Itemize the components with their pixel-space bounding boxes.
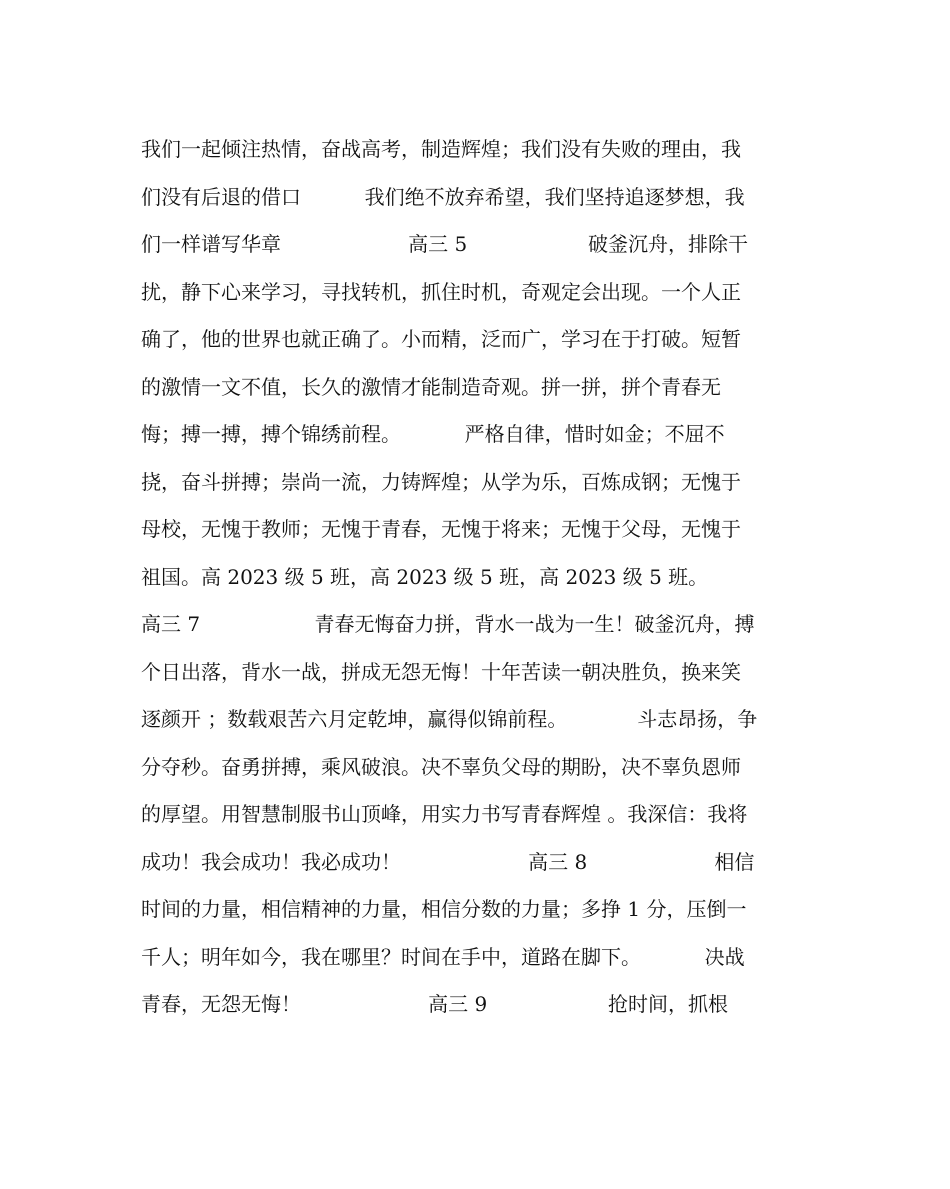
text-line: 分夺秒。奋勇拼搏，乘风破浪。决不辜负父母的期盼，决不辜负恩师 bbox=[141, 754, 741, 779]
text-line: 们没有后退的借口 我们绝不放弃希望，我们坚持追逐梦想，我 bbox=[141, 184, 745, 209]
text-line: 悔；搏一搏，搏个锦绣前程。 严格自律，惜时如金；不屈不 bbox=[141, 422, 725, 446]
text-line: 挠，奋斗拼搏；崇尚一流，力铸辉煌；从学为乐，百炼成钢；无愧于 bbox=[141, 469, 741, 494]
text-line: 祖国。高 2023 级 5 班，高 2023 级 5 班，高 2023 级 5 班。 bbox=[141, 564, 709, 589]
body-text bbox=[141, 126, 811, 1029]
text-line: 确了，他的世界也就正确了。小而精，泛而广，学习在于打破。短暂 bbox=[141, 327, 741, 351]
text-line: 成功！我会成功！我必成功！ 高三 8 相信 bbox=[141, 849, 755, 874]
text-line: 们一样谱写华章 高三 5 破釜沉舟，排除干 bbox=[141, 232, 749, 256]
text-line: 千人；明年如今，我在哪里？时间在手中，道路在脚下。 决战 bbox=[141, 944, 745, 969]
text-line: 高三 7 青春无悔奋力拼，背水一战为一生！破釜沉舟，搏 bbox=[141, 612, 755, 636]
text-line: 个日出落，背水一战，拼成无怨无悔！十年苦读一朝决胜负，换来笑 bbox=[141, 659, 741, 684]
text-line: 青春，无怨无悔！ 高三 9 抢时间，抓根 bbox=[141, 992, 729, 1016]
text-line: 扰，静下心来学习，寻找转机，抓住时机，奇观定会出现。一个人正 bbox=[141, 279, 741, 304]
text-line: 时间的力量，相信精神的力量，相信分数的力量；多挣 1 分，压倒一 bbox=[141, 897, 747, 921]
text-line: 的激情一文不值，长久的激情才能制造奇观。拼一拼，拼个青春无 bbox=[141, 374, 721, 399]
text-line: 母校，无愧于教师；无愧于青春，无愧于将来；无愧于父母，无愧于 bbox=[141, 517, 741, 541]
text-line: 我们一起倾注热情，奋战高考，制造辉煌；我们没有失败的理由，我 bbox=[141, 137, 741, 161]
text-line: 的厚望。用智慧制服书山顶峰，用实力书写青春辉煌 。我深信：我将 bbox=[141, 802, 748, 826]
text-line: 逐颜开 ；数载艰苦六月定乾坤，赢得似锦前程。 斗志昂扬，争 bbox=[141, 707, 758, 731]
